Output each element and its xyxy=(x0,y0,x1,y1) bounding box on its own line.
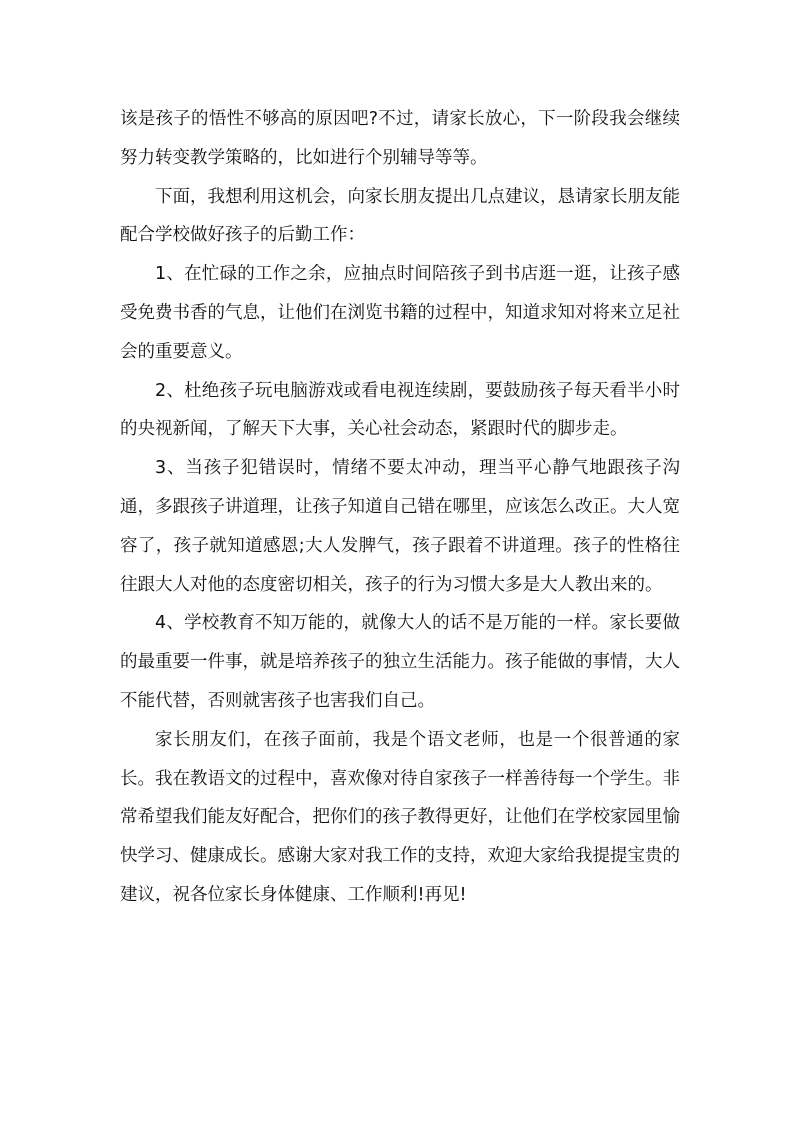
paragraph-suggestions-intro: 下面，我想利用这机会，向家长朋友提出几点建议，恳请家长朋友能配合学校做好孩子的后勤工作： xyxy=(120,186,680,246)
paragraph-closing: 家长朋友们，在孩子面前，我是个语文老师，也是一个很普通的家长。我在教语文的过程中，喜欢像对待自家孩子一样善待每一个学生。非常希望我们能友好配合，把你们的孩子教得更好，让他们在学校家园里愉快学习、健康成长。感谢大家对我工作的支持，欢迎大家给我提提宝贵的建议，祝各位家长身体健康、工作顺利!再见! xyxy=(120,729,680,905)
paragraph-suggestion-3: 3、当孩子犯错误时，情绪不要太冲动，理当平心静气地跟孩子沟通，多跟孩子讲道理，让孩子知道自己错在哪里，应该怎么改正。大人宽容了，孩子就知道感恩;大人发脾气，孩子跟着不讲道理。孩子的性格往往跟大人对他的态度密切相关，孩子的行为习惯大多是大人教出来的。 xyxy=(120,458,680,595)
body-text xyxy=(120,100,680,915)
paragraph-suggestion-4: 4、学校教育不知万能的，就像大人的话不是万能的一样。家长要做的最重要一件事，就是培养孩子的独立生活能力。孩子能做的事情，大人不能代替，否则就害孩子也害我们自己。 xyxy=(120,613,680,711)
paragraph-continuation: 该是孩子的悟性不够高的原因吧?不过，请家长放心，下一阶段我会继续努力转变教学策略的，比如进行个别辅导等等。 xyxy=(120,109,680,168)
paragraph-suggestion-2: 2、杜绝孩子玩电脑游戏或看电视连续剧，要鼓励孩子每天看半小时的央视新闻，了解天下大事，关心社会动态，紧跟时代的脚步走。 xyxy=(120,380,680,440)
paragraph-suggestion-1: 1、在忙碌的工作之余，应抽点时间陪孩子到书店逛一逛，让孩子感受免费书香的气息，让他们在浏览书籍的过程中，知道求知对将来立足社会的重要意义。 xyxy=(120,264,680,362)
